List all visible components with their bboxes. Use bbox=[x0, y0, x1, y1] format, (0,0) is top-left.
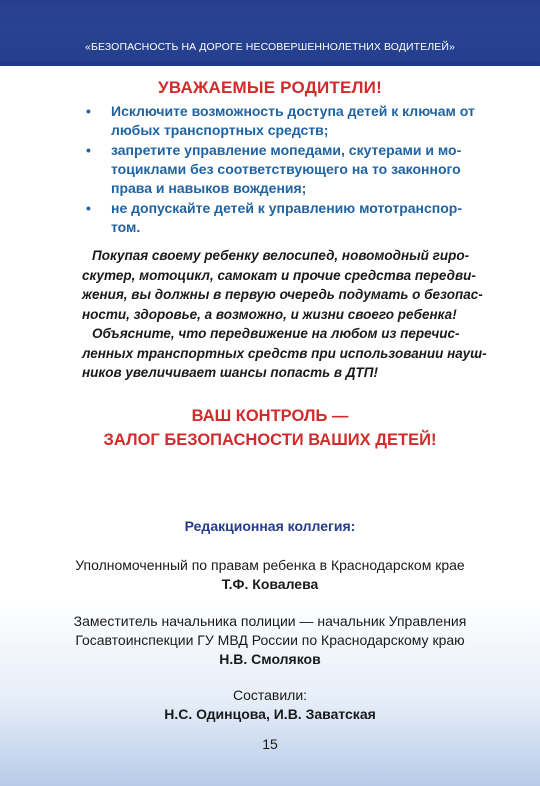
paragraph-line: ников увеличивает шансы попасть в ДТП! bbox=[82, 365, 378, 380]
paragraph-line: ности, здоровье, а возможно, и жизни своего ребенка! bbox=[82, 306, 457, 322]
compilers-label: Составили: bbox=[232, 687, 308, 703]
bullet-icon: • bbox=[86, 103, 91, 119]
page-number: 15 bbox=[262, 736, 278, 752]
paragraph-line: Объясните, что передвижение на любом из перечис- bbox=[92, 326, 460, 341]
member-position: Заместитель начальника полиции — начальник Управления bbox=[73, 613, 467, 629]
member-position: Госавтоинспекции ГУ МВД России по Краснодарскому краю bbox=[75, 632, 465, 648]
appeal-item-line: не допускайте детей к управлению мототранспор- bbox=[111, 200, 463, 216]
editorial-member bbox=[0, 556, 540, 594]
appeal-item bbox=[82, 199, 502, 237]
appeal-item bbox=[82, 102, 502, 140]
slogan-line: ВАШ КОНТРОЛЬ — bbox=[191, 407, 349, 425]
member-position: Уполномоченный по правам ребенка в Краснодарском крае bbox=[75, 557, 465, 573]
header-edge bbox=[0, 62, 540, 66]
editorial-heading: Редакционная коллегия: bbox=[184, 518, 356, 534]
member-name: Н.В. Смоляков bbox=[219, 651, 321, 667]
compilers-names: Н.С. Одинцова, И.В. Заватская bbox=[164, 706, 376, 722]
paragraph bbox=[82, 324, 500, 383]
slogan-line: ЗАЛОГ БЕЗОПАСНОСТИ ВАШИХ ДЕТЕЙ! bbox=[103, 431, 437, 449]
appeal-item-line: том. bbox=[111, 219, 141, 235]
bullet-icon: • bbox=[86, 200, 91, 216]
appeal-item-line: права и навыков вождения; bbox=[111, 180, 307, 196]
appeal-item-line: запретите управление мопедами, скутерами и мо- bbox=[111, 142, 462, 158]
paragraph-line: ленных транспортных средств при использовании науш- bbox=[82, 345, 487, 361]
appeal-item-line: любых транспортных средств; bbox=[111, 122, 329, 138]
slogan bbox=[0, 404, 540, 452]
header-title: «БЕЗОПАСНОСТЬ НА ДОРОГЕ НЕСОВЕРШЕННОЛЕТНИХ ВОДИТЕЛЕЙ» bbox=[85, 41, 455, 53]
paragraph-line: скутер, мотоцикл, самокат и прочие средства передви- bbox=[82, 267, 476, 283]
compilers bbox=[0, 686, 540, 724]
appeal-item bbox=[82, 141, 502, 198]
appeal-heading: УВАЖАЕМЫЕ РОДИТЕЛИ! bbox=[158, 78, 382, 97]
header-band bbox=[0, 0, 540, 66]
header-fade bbox=[0, 0, 540, 30]
paragraph-line: Покупая своему ребенку велосипед, новомодный гиро- bbox=[92, 248, 470, 263]
editorial-member bbox=[0, 612, 540, 669]
bullet-icon: • bbox=[86, 142, 91, 158]
appeal-item-line: Исключите возможность доступа детей к ключам от bbox=[111, 103, 475, 119]
paragraph bbox=[82, 246, 500, 324]
member-name: Т.Ф. Ковалева bbox=[221, 576, 319, 592]
paragraph-line: жения, вы должны в первую очередь подумать о безопас- bbox=[82, 287, 483, 302]
appeal-list bbox=[82, 102, 502, 238]
appeal-item-line: тоциклами без соответствующего на то законного bbox=[111, 161, 461, 177]
body-text bbox=[82, 246, 500, 383]
